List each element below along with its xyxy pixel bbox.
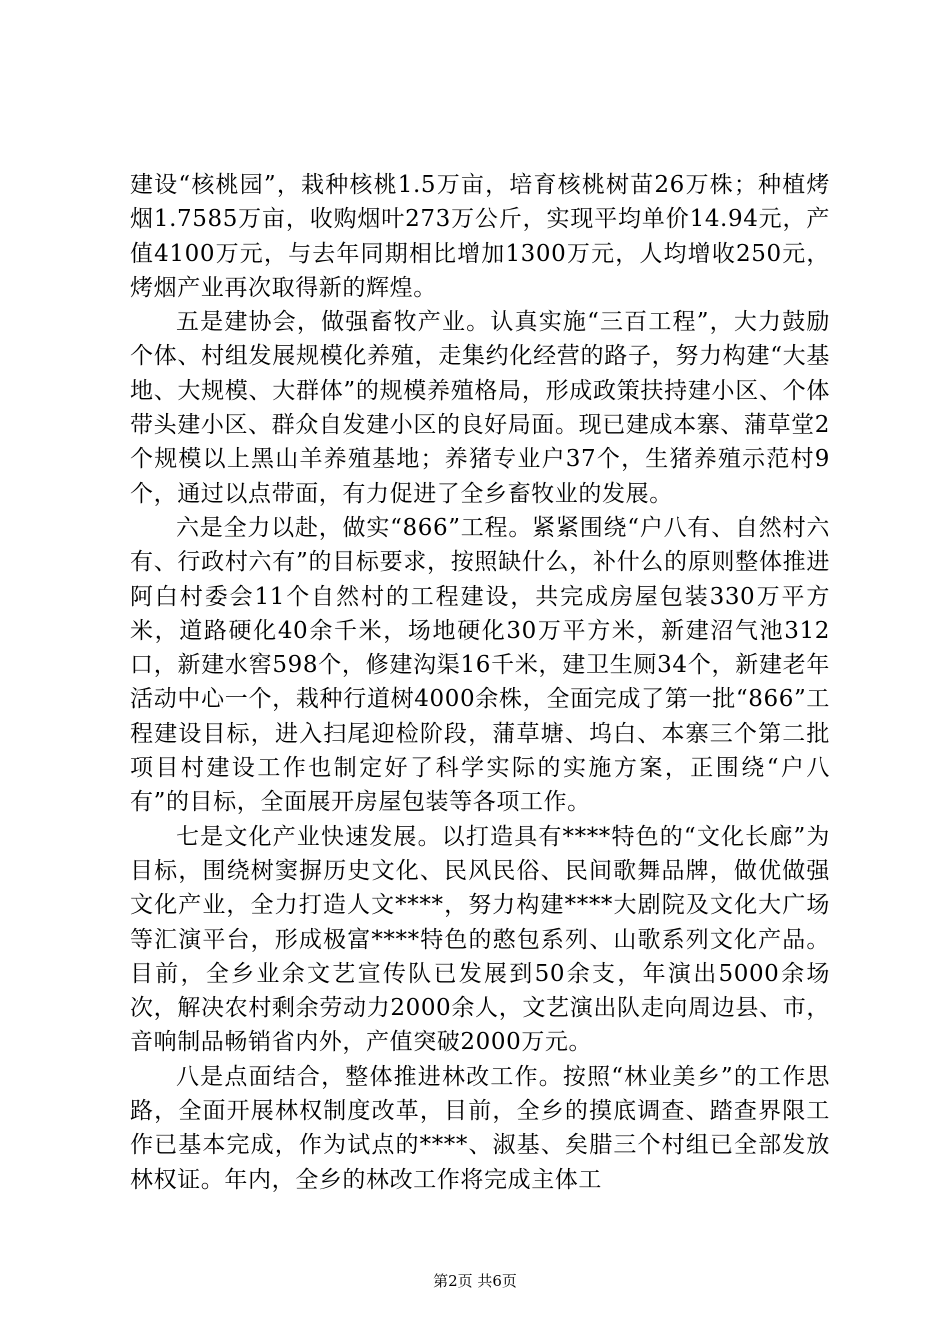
paragraph-5: 八是点面结合，整体推进林改工作。按照“林业美乡”的工作思路，全面开展林权制度改革，目前，全乡的摸底调查、踏查界限工作已基本完成，作为试点的****、淑基、矣腊三个村组已全部发放林权证。年内，全乡的林改工作将完成主体工 [130, 1063, 830, 1193]
page-number-footer: 第2页 共6页 [433, 1272, 517, 1290]
paragraph-3: 六是全力以赴，做实“866”工程。紧紧围绕“户八有、自然村六有、行政村六有”的目标要求，按照缺什么，补什么的原则整体推进阿白村委会11个自然村的工程建设，共完成房屋包装330万平方米，道路硬化40余千米，场地硬化30万平方米，新建沼气池312口，新建水窖598个，修建沟渠16千米，建卫生厕34个，新建老年活动中心一个，栽种行道树4000余株，全面完成了第一批“866”工程建设目标，进入扫尾迎检阶段，蒲草塘、坞白、本寨三个第二批项目村建设工作也制定好了科学实际的实施方案，正围绕“户八有”的目标，全面展开房屋包装等各项工作。 [130, 514, 830, 816]
paragraph-2: 五是建协会，做强畜牧产业。认真实施“三百工程”，大力鼓励个体、村组发展规模化养殖，走集约化经营的路子，努力构建“大基地、大规模、大群体”的规模养殖格局，形成政策扶持建小区、个体带头建小区、群众自发建小区的良好局面。现已建成本寨、蒲草堂2个规模以上黑山羊养殖基地；养猪专业户37个，生猪养殖示范村9个，通过以点带面，有力促进了全乡畜牧业的发展。 [130, 309, 830, 507]
document-body [130, 168, 830, 1197]
paragraph-4: 七是文化产业快速发展。以打造具有****特色的“文化长廊”为目标，围绕树窦摒历史文化、民风民俗、民间歌舞品牌，做优做强文化产业，全力打造人文****，努力构建****大剧院及文化大广场等汇演平台，形成极富****特色的憨包系列、山歌系列文化产品。目前，全乡业余文艺宣传队已发展到50余支，年演出5000余场次，解决农村剩余劳动力2000余人，文艺演出队走向周边县、市，音响制品畅销省内外，产值突破2000万元。 [130, 823, 830, 1056]
paragraph-1: 建设“核桃园”，栽种核桃1.5万亩，培育核桃树苗26万株；种植烤烟1.7585万亩，收购烟叶273万公斤，实现平均单价14.94元，产值4100万元，与去年同期相比增加1300万元，人均增收250元，烤烟产业再次取得新的辉煌。 [130, 172, 830, 301]
